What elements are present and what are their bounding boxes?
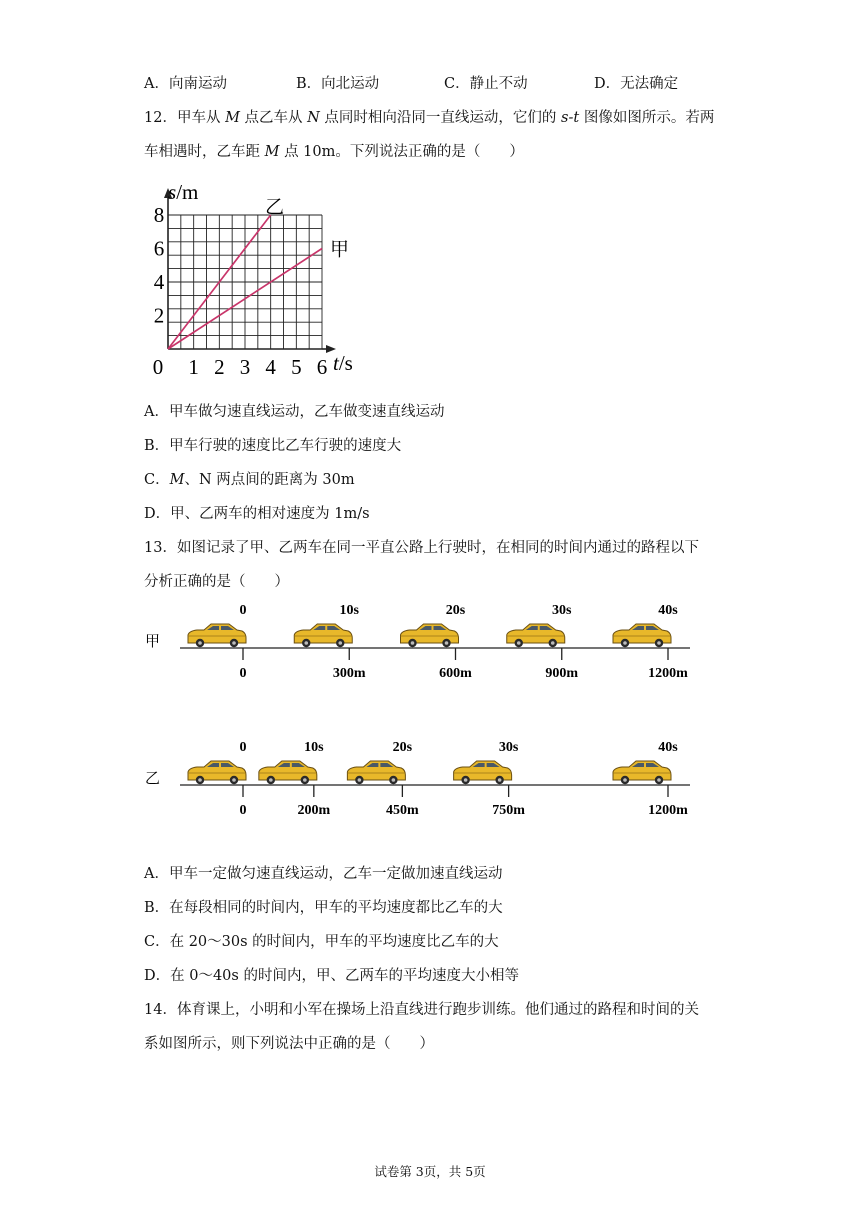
car-icon bbox=[188, 624, 246, 647]
point-n: N bbox=[307, 110, 320, 126]
car-icon bbox=[294, 624, 352, 647]
track-yi bbox=[145, 740, 690, 818]
car-icon bbox=[188, 761, 246, 784]
time-label: 0 bbox=[239, 603, 247, 618]
q13-stem-line1: 13．如图记录了甲、乙两车在同一平直公路上行驶时，在相同的时间内通过的路程以下 bbox=[144, 540, 699, 556]
distance-label: 600m bbox=[439, 666, 472, 681]
time-label: 30s bbox=[552, 603, 572, 618]
q12-stem-line1: 12．甲车从 M 点乙车从 N 点同时相向沿同一直线运动，它们的 s-t 图像如图所示。若两 bbox=[144, 110, 715, 126]
car-icon bbox=[454, 761, 512, 784]
point-m: M bbox=[225, 110, 240, 126]
y-tick-label: 8 bbox=[153, 203, 165, 227]
car-icon bbox=[507, 624, 565, 647]
car-icon bbox=[401, 624, 459, 647]
q13-option-d: D．在 0～40s 的时间内，甲、乙两车的平均速度大小相等 bbox=[144, 968, 519, 984]
car-icon bbox=[259, 761, 317, 784]
x-tick-label: 2 bbox=[214, 355, 225, 379]
st-label: s-t bbox=[561, 110, 580, 126]
distance-label: 900m bbox=[545, 666, 579, 681]
time-label: 10s bbox=[339, 603, 359, 618]
q11-option-b: B．向北运动 bbox=[296, 76, 380, 92]
distance-label: 300m bbox=[332, 666, 366, 681]
distance-label: 0 bbox=[239, 803, 247, 818]
page-footer: 试卷第 3页，共 5页 bbox=[374, 1164, 486, 1179]
x-tick-label: 5 bbox=[291, 355, 302, 379]
q12-option-d: D．甲、乙两车的相对速度为 1m/s bbox=[144, 506, 370, 522]
time-label: 30s bbox=[498, 740, 519, 755]
y-tick-label: 2 bbox=[153, 303, 165, 328]
series-label-jia: 甲 bbox=[330, 239, 350, 261]
x-axis-label: t/s bbox=[333, 351, 353, 375]
x-tick-label: 6 bbox=[316, 355, 328, 379]
q13-option-b: B．在每段相同的时间内，甲车的平均速度都比乙车的大 bbox=[144, 900, 503, 916]
x-tick-label: 3 bbox=[239, 355, 251, 379]
q12-option-c: C．M、N 两点间的距离为 30m bbox=[144, 472, 355, 488]
distance-label: 0 bbox=[239, 666, 247, 681]
q13-option-a: A．甲车一定做匀速直线运动，乙车一定做加速直线运动 bbox=[144, 866, 503, 882]
car-icon bbox=[613, 624, 671, 647]
x-tick-label: 0 bbox=[152, 355, 164, 379]
distance-label: 750m bbox=[492, 803, 525, 818]
y-tick-label: 4 bbox=[153, 270, 165, 294]
y-tick-label: 6 bbox=[153, 236, 165, 261]
distance-label: 1200m bbox=[648, 666, 688, 681]
series-label-yi: 乙 bbox=[265, 197, 285, 218]
track-jia bbox=[145, 603, 690, 681]
q13-stem-line2: 分析正确的是（ ） bbox=[144, 574, 289, 590]
q14-stem-line1: 14．体育课上，小明和小军在操场上沿直线进行跑步训练。他们通过的路程和时间的关 bbox=[144, 1002, 699, 1018]
st-graph bbox=[150, 178, 370, 384]
distance-label: 1200m bbox=[648, 803, 688, 818]
distance-label: 200m bbox=[297, 803, 331, 818]
time-label: 10s bbox=[304, 740, 324, 755]
car-icon bbox=[347, 761, 405, 784]
q13-option-c: C．在 20～30s 的时间内，甲车的平均速度比乙车的大 bbox=[144, 934, 499, 950]
time-label: 0 bbox=[239, 740, 247, 755]
q11-option-c: C．静止不动 bbox=[444, 76, 528, 92]
q11-option-a: A．向南运动 bbox=[144, 76, 227, 92]
chart-ticks bbox=[153, 203, 328, 379]
x-tick-label: 1 bbox=[188, 355, 199, 379]
track-label: 乙 bbox=[145, 771, 161, 787]
q14-stem-line2: 系如图所示，则下列说法中正确的是（ ） bbox=[144, 1036, 434, 1052]
y-axis-label: s/m bbox=[168, 180, 199, 204]
x-tick-label: 4 bbox=[265, 355, 276, 379]
q12-option-a: A．甲车做匀速直线运动，乙车做变速直线运动 bbox=[144, 404, 445, 420]
q12-stem-line2: 车相遇时，乙车距 M 点 10m。下列说法正确的是（ ） bbox=[144, 144, 524, 160]
time-label: 40s bbox=[658, 740, 678, 755]
track-label: 甲 bbox=[145, 634, 161, 650]
time-label: 20s bbox=[445, 603, 466, 618]
chart-grid bbox=[164, 188, 336, 353]
time-label: 40s bbox=[658, 603, 678, 618]
q12-option-b: B．甲车行驶的速度比乙车行驶的速度大 bbox=[144, 438, 402, 454]
distance-label: 450m bbox=[386, 803, 419, 818]
car-tracks-figure bbox=[0, 590, 860, 820]
q11-option-d: D．无法确定 bbox=[594, 76, 679, 92]
time-label: 20s bbox=[392, 740, 413, 755]
car-icon bbox=[613, 761, 671, 784]
